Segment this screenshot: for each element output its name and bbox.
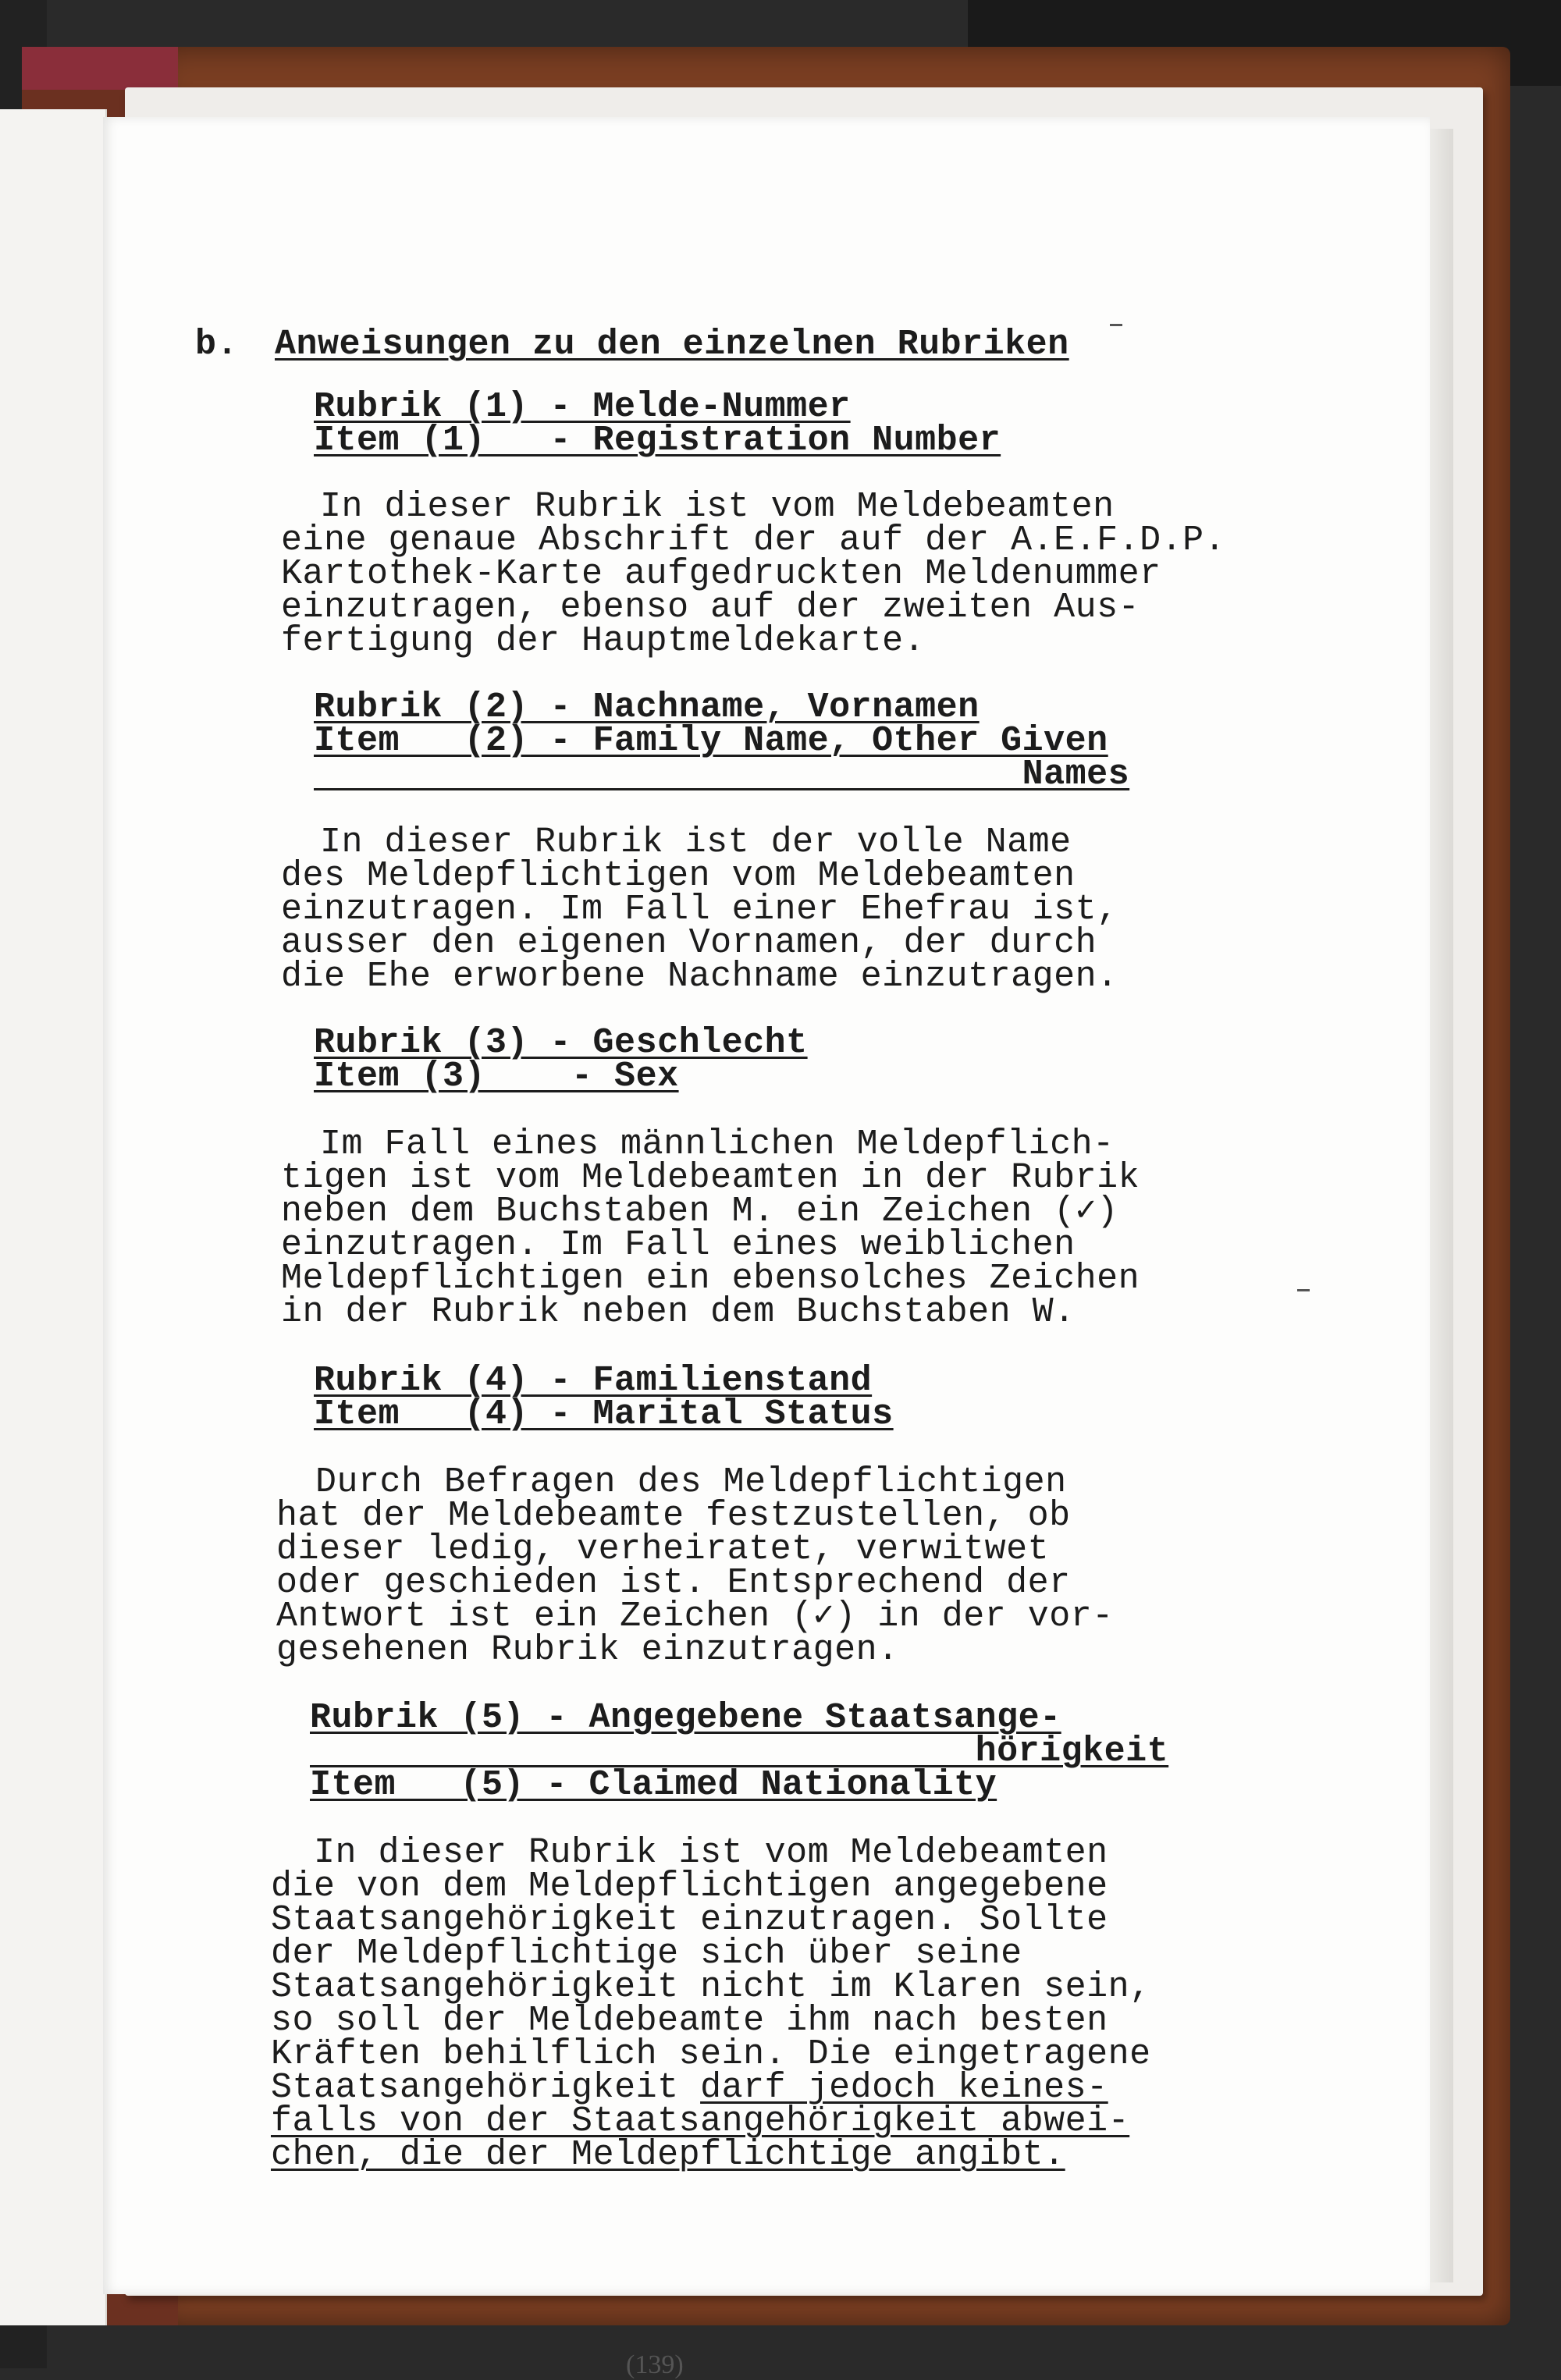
rubric-5-body-underlined-line: chen, die der Meldepflichtige angibt. <box>271 2135 1065 2175</box>
rubric-5-body-plain: Staatsangehörigkeit <box>271 2068 701 2108</box>
rubric-1-heading-en: Item (1) - Registration Number <box>314 421 1001 460</box>
rubric-4-body-line: hat der Meldebeamte festzustellen, ob <box>276 1496 1071 1536</box>
left-page <box>0 109 107 2325</box>
rubric-2-body-line: In dieser Rubrik ist der volle Name <box>320 822 1072 862</box>
rubric-2-heading-de: Rubrik (2) - Nachname, Vornamen <box>314 687 980 727</box>
rubric-1-body-line: einzutragen, ebenso auf der zweiten Aus- <box>281 588 1140 627</box>
rubric-2-heading-en-cont: Names <box>314 755 1130 794</box>
rubric-2-body-line: ausser den eigenen Vornamen, der durch <box>281 923 1097 963</box>
document-page <box>103 117 1430 2379</box>
rubric-3-body-line: Im Fall eines männlichen Meldepflich- <box>320 1124 1115 1164</box>
rubric-2-body-line: die Ehe erworbene Nachname einzutragen. <box>281 957 1118 996</box>
margin-mark <box>1110 324 1122 326</box>
rubric-5-body-line: die von dem Meldepflichtigen angegebene <box>271 1867 1108 1906</box>
rubric-3-heading-en: Item (3) - Sex <box>314 1057 679 1096</box>
rubric-4-body-line: oder geschieden ist. Entsprechend der <box>276 1563 1071 1603</box>
page-edge <box>1430 129 1453 2282</box>
rubric-4-heading-de: Rubrik (4) - Familienstand <box>314 1361 873 1401</box>
rubric-3-body-line: neben dem Buchstaben M. ein Zeichen (✓) <box>281 1192 1118 1231</box>
rubric-5-body-line: Staatsangehörigkeit nicht im Klaren sein, <box>271 1967 1151 2007</box>
margin-mark <box>1297 1289 1310 1291</box>
rubric-5-body-line: Staatsangehörigkeit einzutragen. Sollte <box>271 1900 1108 1940</box>
rubric-1-body-line: In dieser Rubrik ist vom Meldebeamten <box>320 487 1115 527</box>
rubric-1-body-line: fertigung der Hauptmeldekarte. <box>281 621 926 661</box>
rubric-4-body-line: Antwort ist ein Zeichen (✓) in der vor- <box>276 1597 1114 1636</box>
rubric-5-heading-de: Rubrik (5) - Angegebene Staatsange- <box>310 1698 1061 1738</box>
rubric-3-body-line: einzutragen. Im Fall eines weiblichen <box>281 1225 1076 1265</box>
rubric-2-body-line: des Meldepflichtigen vom Meldebeamten <box>281 856 1076 896</box>
section-title: Anweisungen zu den einzelnen Rubriken <box>275 325 1069 364</box>
section-letter: b. <box>195 325 239 364</box>
rubric-4-heading-en: Item (4) - Marital Status <box>314 1394 894 1434</box>
rubric-1-heading-de: Rubrik (1) - Melde-Nummer <box>314 387 851 427</box>
rubric-5-body-line-mixed <box>271 2068 1108 2108</box>
rubric-5-heading-en: Item (5) - Claimed Nationality <box>310 1765 997 1805</box>
rubric-2-heading-en: Item (2) - Family Name, Other Given <box>314 721 1108 761</box>
page-number: (139) <box>626 2350 684 2379</box>
rubric-4-body-line: dieser ledig, verheiratet, verwitwet <box>276 1529 1050 1569</box>
rubric-3-body-line: tigen ist vom Meldebeamten in der Rubrik <box>281 1158 1140 1198</box>
rubric-3-body-line: Meldepflichtigen ein ebensolches Zeichen <box>281 1259 1140 1298</box>
rubric-1-body-line: eine genaue Abschrift der auf der A.E.F.D.P. <box>281 520 1226 560</box>
rubric-4-body-line: gesehenen Rubrik einzutragen. <box>276 1630 899 1670</box>
rubric-5-body-underlined-line: falls von der Staatsangehörigkeit abwei- <box>271 2101 1130 2141</box>
rubric-5-body-line: Kräften behilflich sein. Die eingetragene <box>271 2034 1151 2074</box>
rubric-5-body-line: der Meldepflichtige sich über seine <box>271 1934 1022 1973</box>
rubric-5-body-line: In dieser Rubrik ist vom Meldebeamten <box>314 1833 1108 1873</box>
spine-cloth <box>22 47 178 90</box>
rubric-2-body-line: einzutragen. Im Fall einer Ehefrau ist, <box>281 890 1118 929</box>
rubric-5-body-underlined: darf jedoch keines- <box>700 2068 1108 2108</box>
rubric-5-heading-de-cont: hörigkeit <box>310 1732 1169 1771</box>
rubric-5-body-line: so soll der Meldebeamte ihm nach besten <box>271 2001 1108 2041</box>
rubric-3-heading-de: Rubrik (3) - Geschlecht <box>314 1023 808 1063</box>
rubric-4-body-line: Durch Befragen des Meldepflichtigen <box>315 1462 1067 1502</box>
rubric-1-body-line: Kartothek-Karte aufgedruckten Meldenummer <box>281 554 1161 594</box>
rubric-3-body-line: in der Rubrik neben dem Buchstaben W. <box>281 1292 1076 1332</box>
